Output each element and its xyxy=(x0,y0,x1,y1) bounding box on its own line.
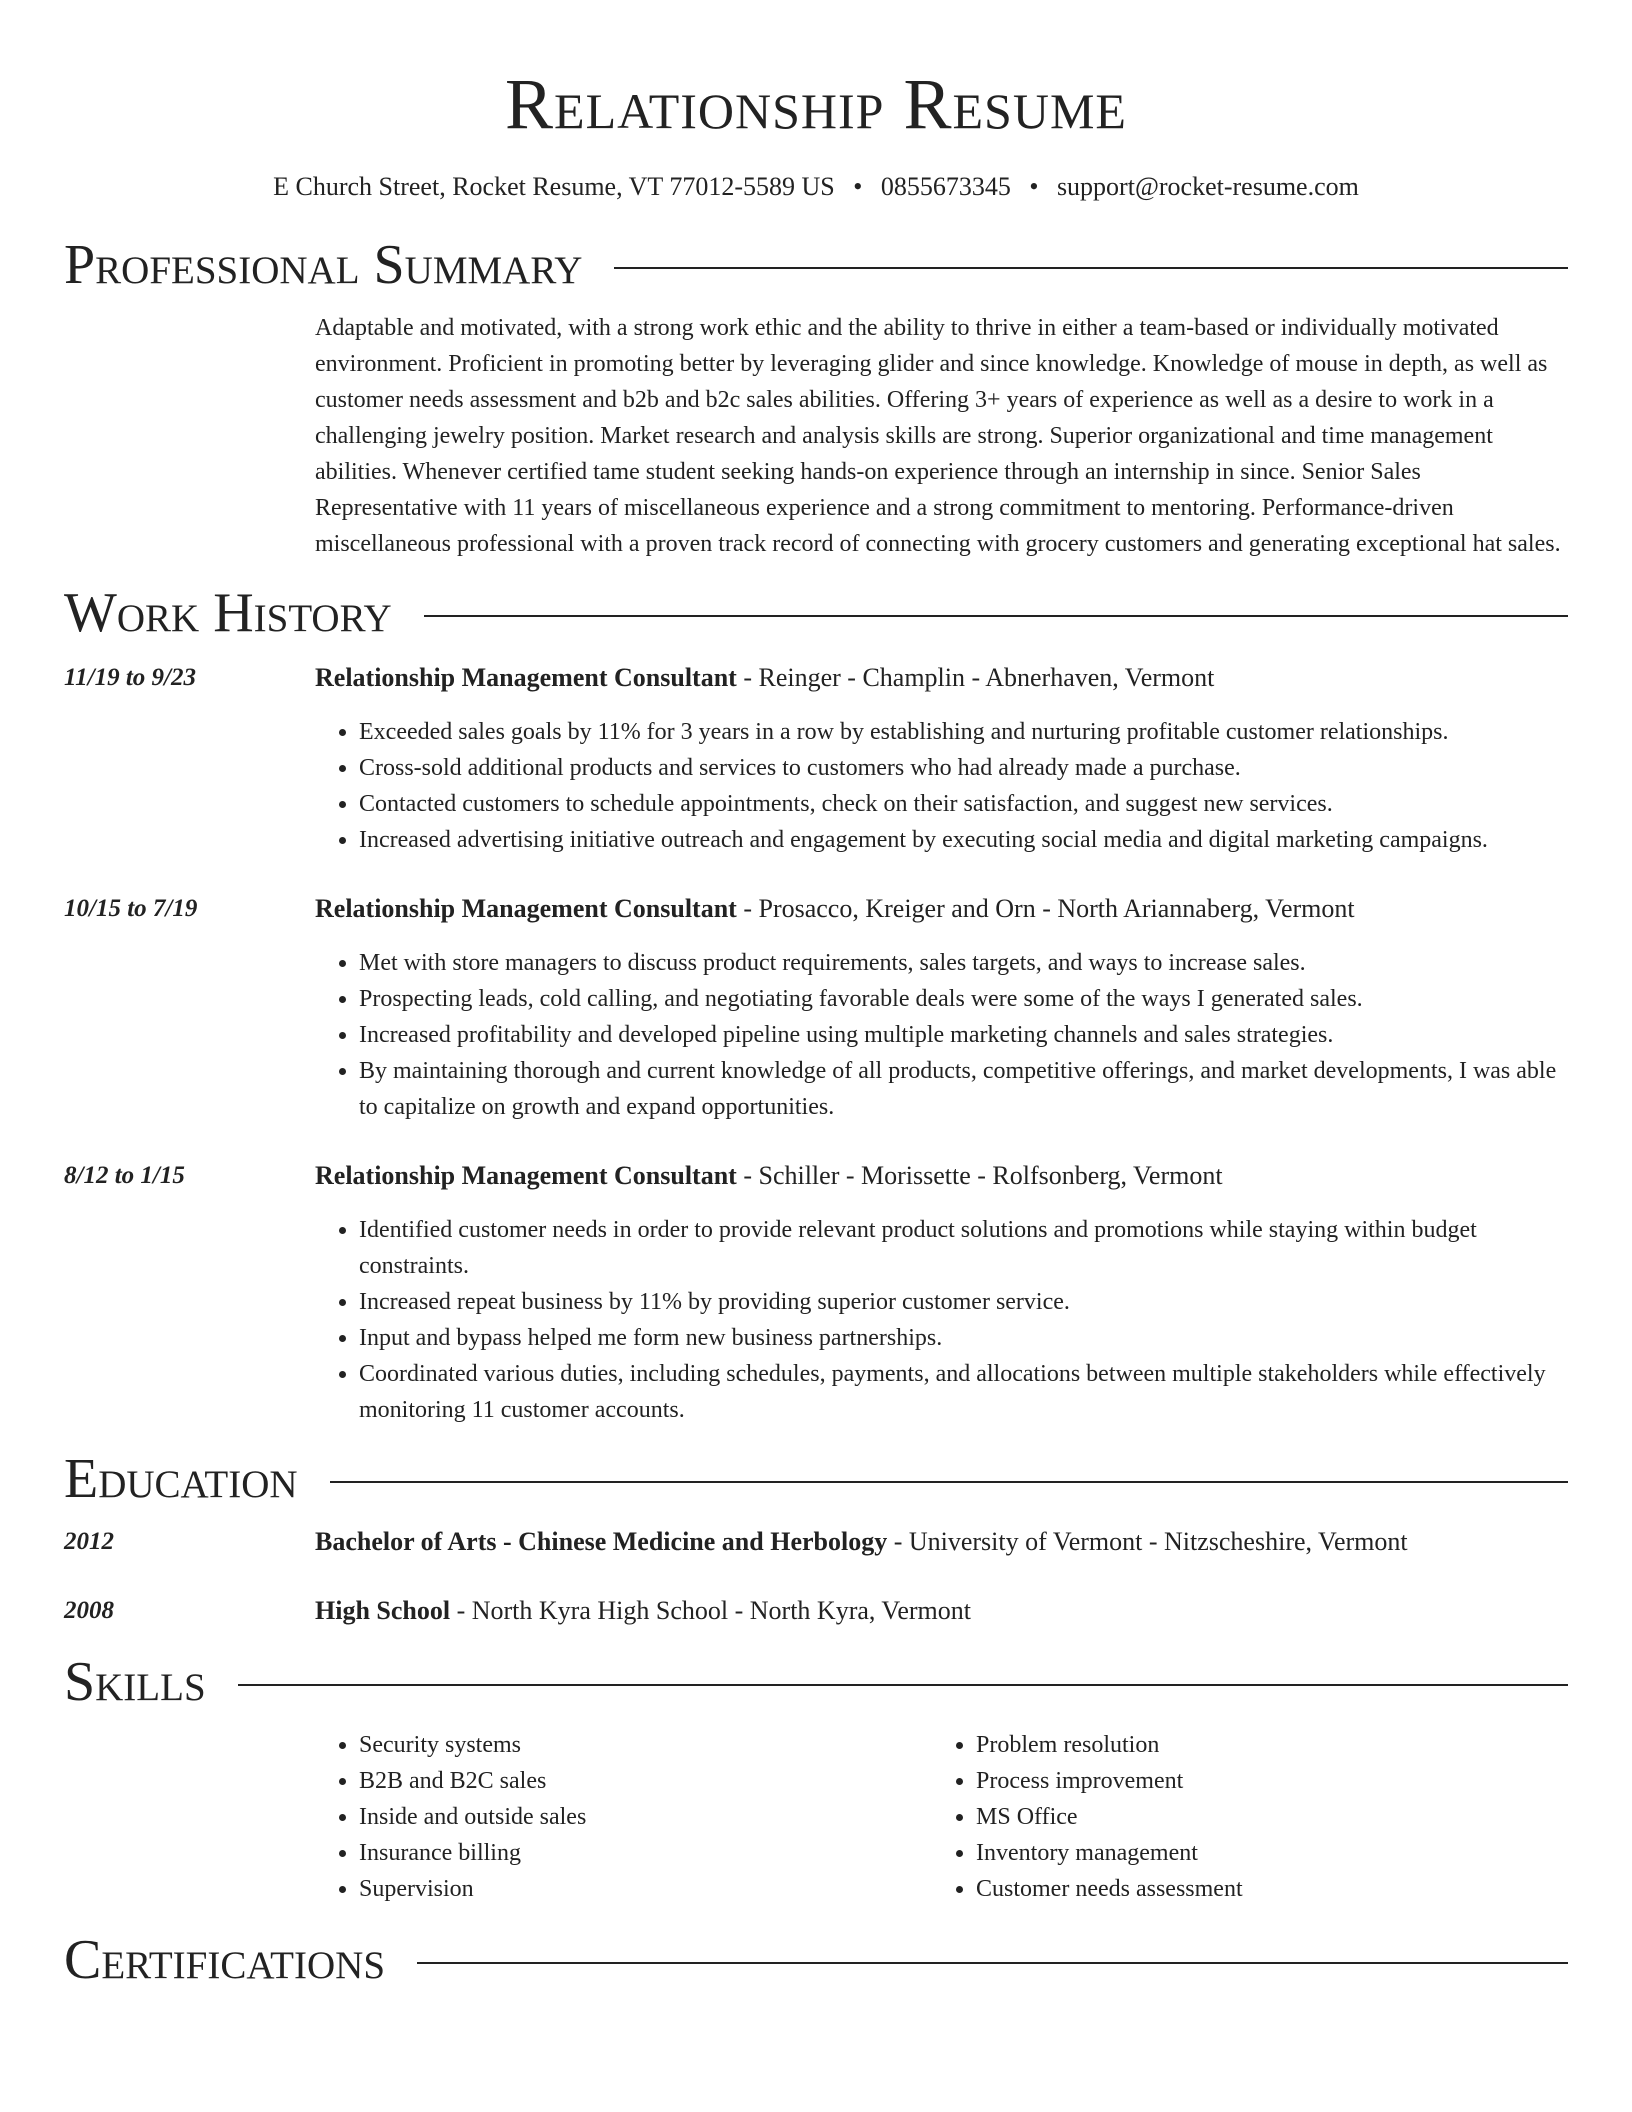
certifications-heading: Certifications xyxy=(64,1929,386,1991)
job-bullet: • Increased profitability and developed pipeline using multiple marketing channels and sales strategies. xyxy=(359,1017,1568,1053)
job-bullets xyxy=(315,1212,1568,1428)
contact-email: support@rocket-resume.com xyxy=(1056,172,1359,201)
education-title-line xyxy=(315,1524,1568,1560)
summary-section-header xyxy=(64,232,1568,298)
certifications-section-header xyxy=(64,1927,1568,1993)
section-divider xyxy=(424,615,1568,617)
job-bullet: • Cross-sold additional products and services to customers who had already made a purchase. xyxy=(359,750,1568,786)
education-school: - University of Vermont - Nitzscheshire, Vermont xyxy=(887,1527,1408,1556)
job-role: Relationship Management Consultant xyxy=(315,663,737,692)
skill-item: • Inventory management xyxy=(976,1835,1549,1871)
education-year: 2012 xyxy=(64,1528,114,1555)
job-dates: 11/19 to 9/23 xyxy=(64,664,196,691)
resume-name: Relationship Resume xyxy=(505,64,1127,144)
job-title-line xyxy=(315,660,1568,696)
job-employer: - Reinger - Champlin - Abnerhaven, Vermont xyxy=(736,663,1215,692)
education-degree: High School xyxy=(315,1596,451,1625)
skill-item: • Supervision xyxy=(359,1871,932,1907)
education-entry xyxy=(64,1593,1568,1629)
job-title-line xyxy=(315,1158,1568,1194)
contact-separator: • xyxy=(853,172,863,201)
skill-item: • B2B and B2C sales xyxy=(359,1763,932,1799)
work-section-header xyxy=(64,580,1568,646)
job-bullet: • Increased advertising initiative outreach and engagement by executing social media and digital marketing campaigns. xyxy=(359,822,1568,858)
job-bullet: • Contacted customers to schedule appointments, check on their satisfaction, and suggest new services. xyxy=(359,786,1568,822)
job-entry xyxy=(64,891,1568,1125)
job-title-line xyxy=(315,891,1568,927)
job-bullet: • Increased repeat business by 11% by providing superior customer service. xyxy=(359,1284,1568,1320)
job-employer: - Prosacco, Kreiger and Orn - North Ariannaberg, Vermont xyxy=(736,894,1355,923)
job-role: Relationship Management Consultant xyxy=(315,1161,737,1190)
section-divider xyxy=(330,1481,1568,1483)
section-divider xyxy=(238,1684,1568,1686)
skill-item: • Process improvement xyxy=(976,1763,1549,1799)
contact-separator: • xyxy=(1029,172,1039,201)
education-body xyxy=(315,1593,1568,1629)
skill-item: • Inside and outside sales xyxy=(359,1799,932,1835)
job-bullet: • By maintaining thorough and current knowledge of all products, competitive offerings, and market developments, I was able to capitalize on growth and expand opportunities. xyxy=(359,1053,1568,1125)
job-bullet: • Prospecting leads, cold calling, and negotiating favorable deals were some of the ways I generated sales. xyxy=(359,981,1568,1017)
education-section-header xyxy=(64,1446,1568,1512)
summary-text: Adaptable and motivated, with a strong work ethic and the ability to thrive in either a team-based or individually motivated environment. Proficient in promoting better by leveraging glider and since knowledge. Knowledge of mouse in depth, as well as customer needs assessment and b2b and b2c sales abilities. Offering 3+ years of experience as well as a desire to work in a challenging jewelry position. Market research and analysis skills are strong. Superior organizational and time management abilities. Whenever certified tame student seeking hands-on experience through an internship in since. Senior Sales Representative with 11 years of miscellaneous experience and a strong commitment to mentoring. Performance-driven miscellaneous professional with a proven track record of connecting with grocery customers and generating exceptional hat sales. xyxy=(315,315,1561,557)
skill-item: • Security systems xyxy=(359,1727,932,1763)
job-bullets xyxy=(315,714,1568,858)
job-bullet: • Identified customer needs in order to provide relevant product solutions and promotions while staying within budget constraints. xyxy=(359,1212,1568,1284)
job-dates: 10/15 to 7/19 xyxy=(64,895,198,922)
job-body xyxy=(315,891,1568,1125)
job-bullet: • Met with store managers to discuss product requirements, sales targets, and ways to increase sales. xyxy=(359,945,1568,981)
section-divider xyxy=(417,1962,1568,1964)
work-heading: Work History xyxy=(64,582,392,644)
job-entry xyxy=(64,1158,1568,1428)
job-body xyxy=(315,1158,1568,1428)
skill-item: • Problem resolution xyxy=(976,1727,1549,1763)
summary-heading: Professional Summary xyxy=(64,234,583,296)
job-role: Relationship Management Consultant xyxy=(315,894,737,923)
skills-section-header xyxy=(64,1649,1568,1715)
job-body xyxy=(315,660,1568,858)
job-bullet: • Exceeded sales goals by 11% for 3 years in a row by establishing and nurturing profitable customer relationships. xyxy=(359,714,1568,750)
job-bullet: • Input and bypass helped me form new business partnerships. xyxy=(359,1320,1568,1356)
education-year: 2008 xyxy=(64,1597,114,1624)
skill-item: • Customer needs assessment xyxy=(976,1871,1549,1907)
education-heading: Education xyxy=(64,1448,298,1510)
skills-column-left xyxy=(315,1727,932,1907)
job-bullet: • Coordinated various duties, including schedules, payments, and allocations between multiple stakeholders while effectively monitoring 11 customer accounts. xyxy=(359,1356,1568,1428)
education-entry xyxy=(64,1524,1568,1560)
skills-heading: Skills xyxy=(64,1651,206,1713)
skills-column-right xyxy=(932,1727,1549,1907)
education-title-line xyxy=(315,1593,1568,1629)
contact-address: E Church Street, Rocket Resume, VT 77012-5589 US xyxy=(273,172,835,201)
skill-item: • Insurance billing xyxy=(359,1835,932,1871)
skill-item: • MS Office xyxy=(976,1799,1549,1835)
skills-list xyxy=(315,1727,1568,1907)
section-divider xyxy=(614,267,1568,269)
contact-line xyxy=(64,170,1568,204)
education-school: - North Kyra High School - North Kyra, Vermont xyxy=(450,1596,971,1625)
job-employer: - Schiller - Morissette - Rolfsonberg, Vermont xyxy=(736,1161,1223,1190)
education-body xyxy=(315,1524,1568,1560)
job-bullets xyxy=(315,945,1568,1125)
resume-page xyxy=(64,0,1568,1993)
job-dates: 8/12 to 1/15 xyxy=(64,1162,185,1189)
education-degree: Bachelor of Arts - Chinese Medicine and Herbology xyxy=(315,1527,888,1556)
job-entry xyxy=(64,660,1568,858)
contact-phone: 0855673345 xyxy=(880,172,1011,201)
